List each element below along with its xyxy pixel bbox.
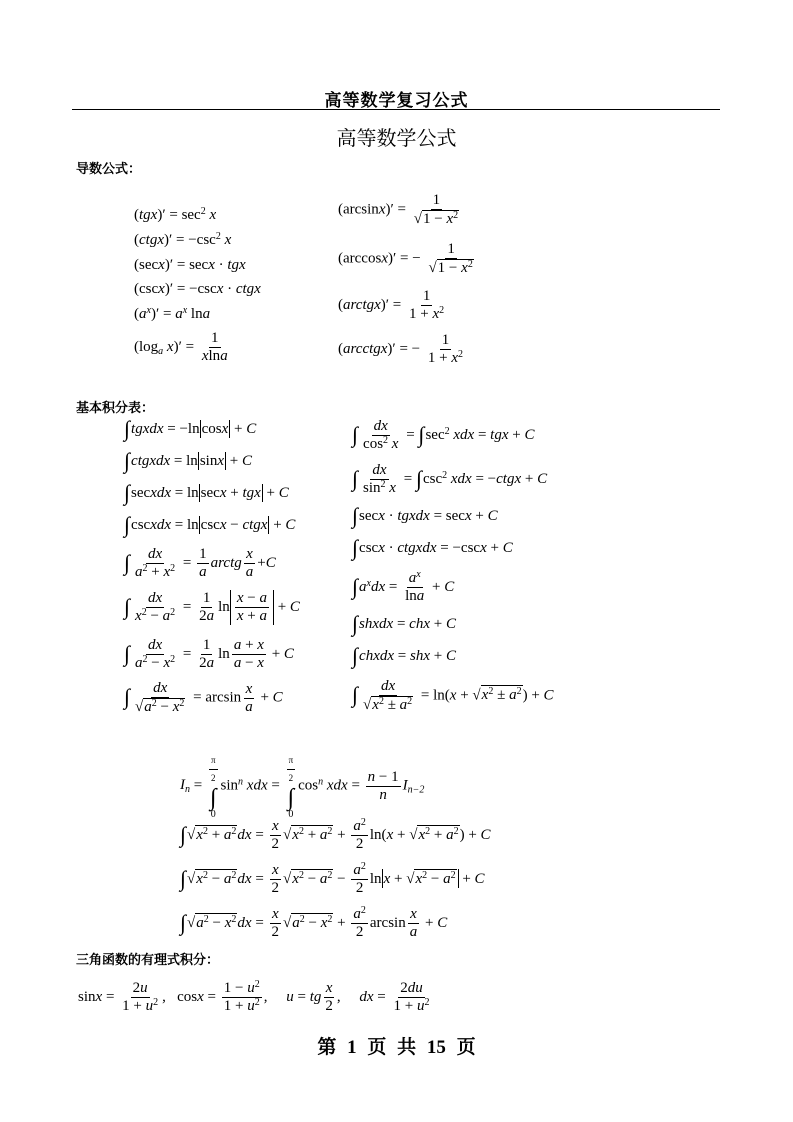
formula-integral-sh: ∫shxdx = chx + C — [352, 611, 456, 636]
page-footer: 第 1 页 共 15 页 — [317, 1037, 476, 1058]
page-title: 高等数学公式 — [336, 126, 457, 150]
header-divider — [72, 109, 720, 110]
formula-weierstrass-substitution: sinx = $\frac{2u}{1 + u^2}$ , cosx = $\frac{1 - u^2}{1 + u^2}$ , u = tg $\frac{x}{2}$ , dx = $\frac{2du}{1 + u^2}$ — [78, 979, 430, 1014]
formula-integral-sqrt-x2-pm-a2: ∫ $\frac{dx}{√x^2 \pm a^2}$ = $\ln(x + √x^2 \pm a^2) + C$ — [352, 678, 554, 713]
formula-integral-ctg: ∫ctgxdx = ln sinx + C — [124, 448, 252, 473]
formula-integral-exp: $\int a^xdx$ = $\frac{a^x}{\ln a}$ + C — [352, 569, 455, 604]
formula-derivative-ctg: (ctgx)′ = $-\csc^2$ x — [134, 231, 232, 248]
section-heading-integrals: 基本积分表： — [76, 401, 155, 416]
formula-integral-csc: ∫cscxdx = ln cscx − ctgx + C — [124, 512, 296, 537]
formula-derivative-arcsin: (arcsinx)′ = $\frac{1}{√1 - x^2}$ — [338, 192, 459, 227]
section-heading-trig-rational: 三角函数的有理式积分： — [76, 953, 220, 968]
formula-integral-sec-tg: ∫secx · tgxdx = secx + C — [352, 503, 498, 528]
formula-integral-sqrt-x2-minus-a2: $\int√x^2 - a^2dx$ = $\frac{x}{2}$ $√x^2 - a^2$ − $\frac{a^2}{2}$ $\ln x + √x^2 - a^2 + C$ — [180, 861, 485, 896]
formula-integral-x2-minus-a2: ∫ $\frac{dx}{x^2 - a^2}$ = $\frac{1}{2a}$ ln $\frac{x - a}{x + a}$ + C — [124, 590, 300, 624]
formula-integral-tg: ∫tgxdx = −ln cosx + C — [124, 416, 257, 441]
formula-derivative-log: ($\log_a$ x)′ = $\frac{1}{xlna}$ — [134, 330, 228, 364]
formula-integral-sqrt-x2-plus-a2: $\int√x^2 + a^2dx$ = $\frac{x}{2}$ $√x^2 + a^2$ + $\frac{a^2}{2}$ $\ln(x + √x^2 + a^2) + C$ — [180, 817, 491, 852]
formula-derivative-sec: (secx)′ = secx · tgx — [134, 257, 246, 273]
formula-derivative-arcctg: (arcctgx)′ = − $\frac{1}{1 + x^2}$ — [338, 332, 464, 366]
formula-integral-sec-squared: ∫ $\frac{dx}{\cos^2 x}$ = $\int\sec^2$ xdx = tgx + C — [352, 418, 535, 452]
formula-derivative-arccos: (arccosx)′ = − $\frac{1}{√1 - x^2}$ — [338, 241, 473, 276]
formula-integral-a2-plus-x2: ∫ $\frac{dx}{a^2 + x^2}$ = $\frac{1}{a}$ arctg $\frac{x}{a}$ +C — [124, 546, 276, 580]
formula-derivative-arctg: (arctgx)′ = $\frac{1}{1 + x^2}$ — [338, 288, 445, 322]
formula-derivative-tg: $(tgx)' = \sec^2 x$ — [134, 206, 217, 223]
formula-integral-csc-ctg: ∫cscx · ctgxdx = −cscx + C — [352, 535, 513, 560]
formula-integral-sec: ∫secxdx = ln secx + tgx + C — [124, 480, 289, 505]
formula-integral-csc-squared: ∫ $\frac{dx}{\sin^2 x}$ = $\int\csc^2$ xdx = −ctgx + C — [352, 462, 548, 496]
formula-integral-sqrt-a2-minus-x2: ∫ $\frac{dx}{√a^2 - x^2}$ = arcsin $\frac{x}{a}$ + C — [124, 680, 283, 715]
section-heading-derivatives: 导数公式： — [76, 162, 142, 177]
formula-derivative-exp: $(a^x)' = a^x$ lna — [134, 305, 211, 322]
formula-wallis-In: $I_n$ = $\frac{\pi}{2}$ ∫ 0 $\sin^n$ xdx = $\frac{\pi}{2}$ ∫ 0 $\cos^n$ xdx = $\frac{n - 1}{n}$ $I_{n-2}$ — [180, 752, 424, 820]
running-header: 高等数学复习公式 — [324, 91, 469, 110]
formula-integral-sqrt-a2-minus-x2-full: $\int√a^2 - x^2dx$ = $\frac{x}{2}$ $√a^2 - x^2$ + $\frac{a^2}{2}$ arcsin $\frac{x}{a}$ + C — [180, 905, 448, 940]
formula-integral-a2-minus-x2: ∫ $\frac{dx}{a^2 - x^2}$ = $\frac{1}{2a}$ ln $\frac{a + x}{a - x}$ + C — [124, 637, 294, 671]
formula-integral-ch: ∫chxdx = shx + C — [352, 643, 456, 668]
formula-derivative-csc: (cscx)′ = −cscx · ctgx — [134, 281, 261, 297]
